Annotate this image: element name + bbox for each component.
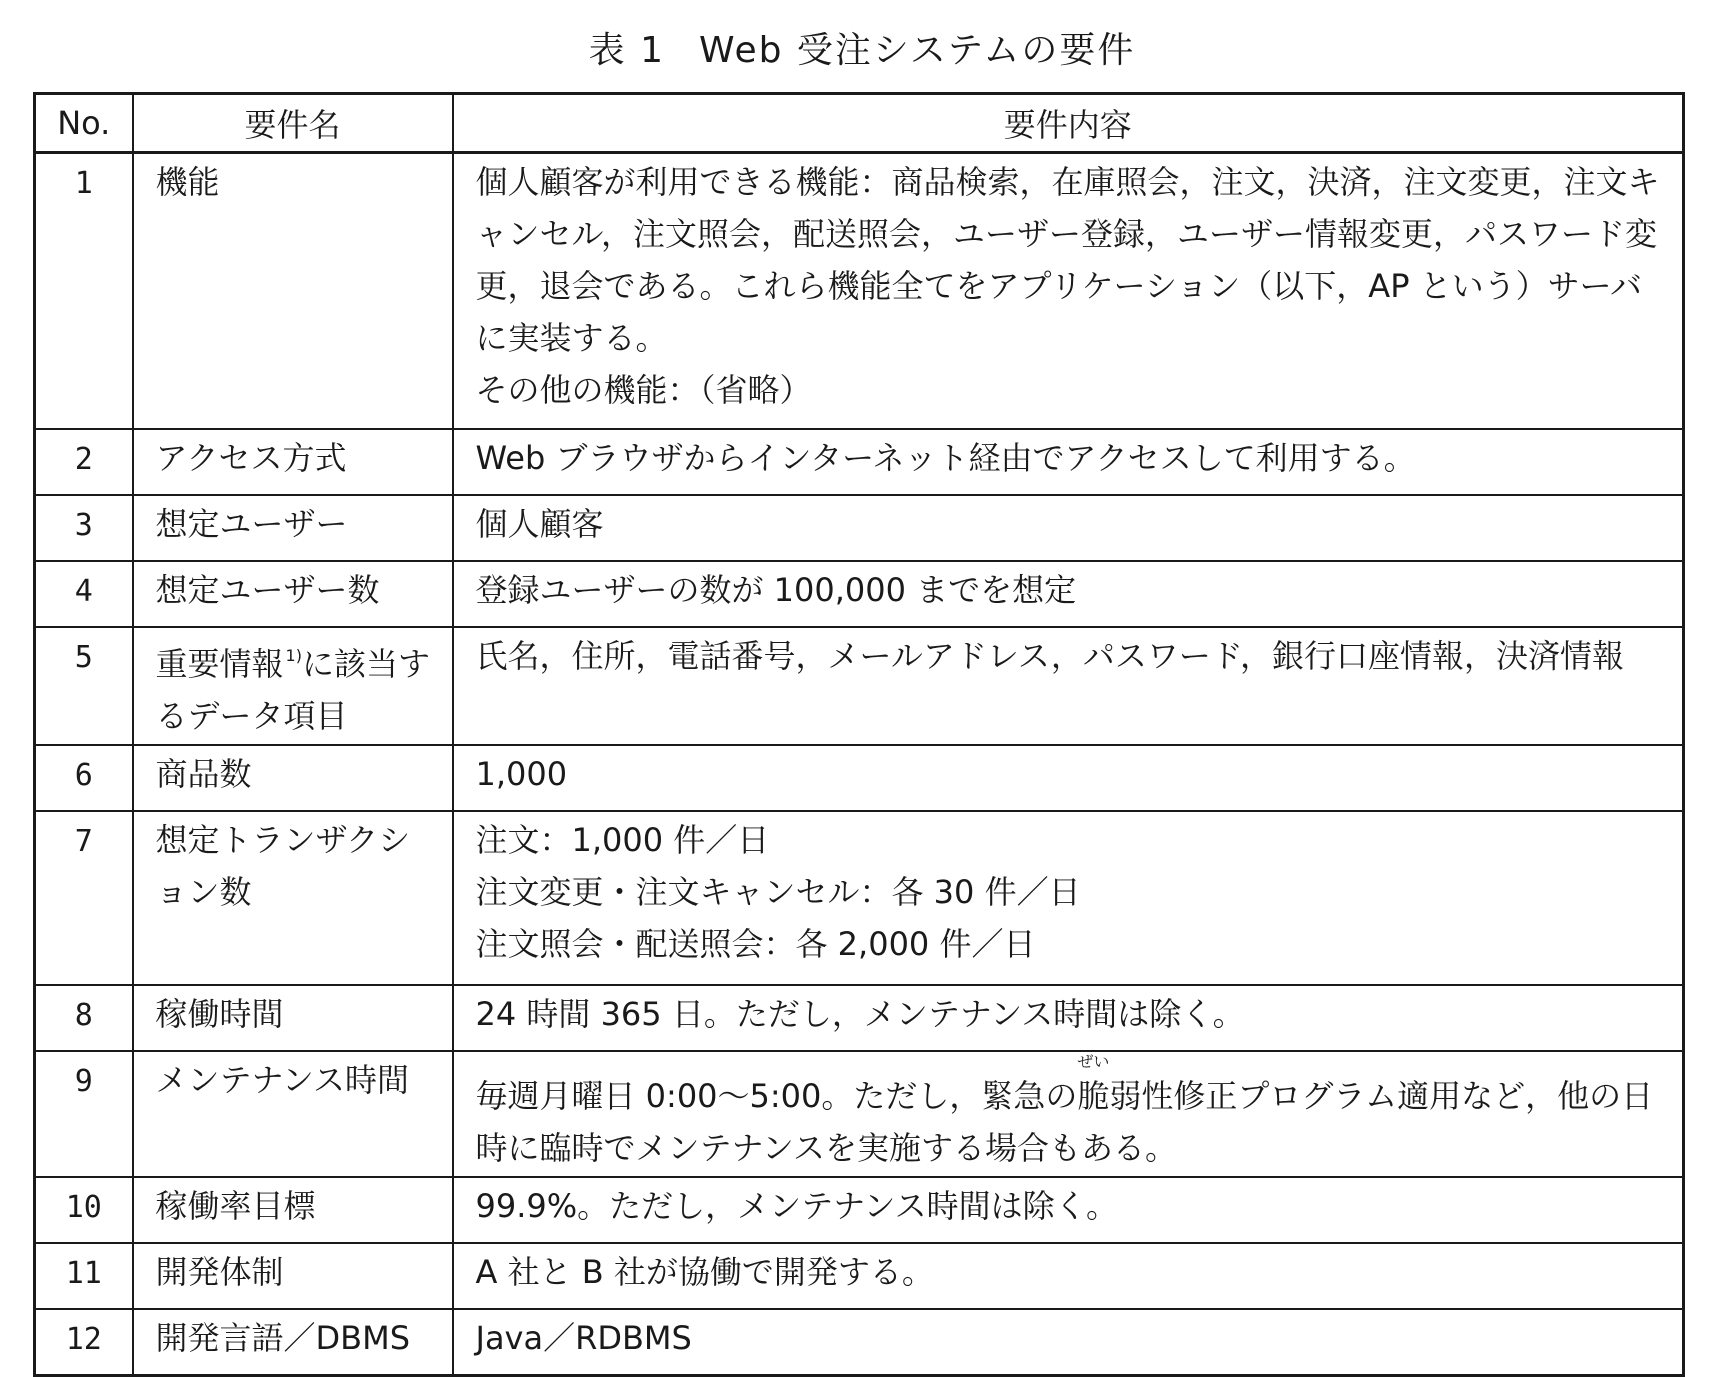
row-name: アクセス方式	[133, 429, 453, 495]
row-content	[453, 985, 1684, 1051]
row-no: 11	[35, 1243, 133, 1309]
name-part: 重要情報	[155, 645, 284, 683]
row-name: 商品数	[133, 745, 453, 811]
table-row	[35, 153, 1684, 430]
row-content	[453, 1309, 1684, 1376]
row-content	[453, 627, 1684, 745]
content-line: 登録ユーザーの数が 100,000 までを想定	[475, 571, 1077, 609]
row-name	[133, 627, 453, 745]
table-row	[35, 561, 1684, 627]
content-line	[475, 1052, 1667, 1174]
table-row	[35, 1177, 1684, 1243]
table-row	[35, 495, 1684, 561]
requirements-table	[33, 92, 1685, 1377]
table-row	[35, 985, 1684, 1051]
table-row	[35, 627, 1684, 745]
row-no: 6	[35, 745, 133, 811]
row-content	[453, 1051, 1684, 1177]
table-row	[35, 1309, 1684, 1376]
header-content: 要件内容	[453, 94, 1684, 153]
content-line: Java／RDBMS	[475, 1319, 692, 1357]
row-name: 開発言語／DBMS	[133, 1309, 453, 1376]
row-no: 10	[35, 1177, 133, 1243]
row-content	[453, 1243, 1684, 1309]
row-no: 7	[35, 811, 133, 985]
content-line: 99.9%。ただし，メンテナンス時間は除く。	[475, 1187, 1118, 1225]
row-name: 想定ユーザー	[133, 495, 453, 561]
row-content	[453, 495, 1684, 561]
table-row	[35, 429, 1684, 495]
content-line: 個人顧客が利用できる機能：商品検索，在庫照会，注文，決済，注文変更，注文キャンセル，注文照会，配送照会，ユーザー登録，ユーザー情報変更，パスワード変更，退会である。これら機能全てをアプリケーション（以下，AP という）サーバに実装する。	[475, 163, 1660, 357]
row-name: 稼働時間	[133, 985, 453, 1051]
row-no: 1	[35, 153, 133, 430]
content-part: 毎週月曜日 0:00～5:00。ただし，緊急の	[475, 1077, 1078, 1115]
content-line: A 社と B 社が協働で開発する。	[475, 1253, 934, 1291]
content-line: 個人顧客	[475, 505, 604, 543]
row-name: 稼働率目標	[133, 1177, 453, 1243]
row-name: 想定ユーザー数	[133, 561, 453, 627]
row-content	[453, 153, 1684, 430]
content-line: 注文照会・配送照会：各 2,000 件／日	[475, 925, 1036, 963]
row-no: 9	[35, 1051, 133, 1177]
row-no: 12	[35, 1309, 133, 1376]
row-no: 8	[35, 985, 133, 1051]
ruby-word	[1077, 1052, 1110, 1122]
content-line: その他の機能：（省略）	[475, 371, 812, 409]
row-content	[453, 429, 1684, 495]
row-no: 4	[35, 561, 133, 627]
header-no: No.	[35, 94, 133, 153]
ruby-base: 脆	[1077, 1077, 1110, 1115]
row-name: メンテナンス時間	[133, 1051, 453, 1177]
table-row	[35, 1243, 1684, 1309]
table-title	[0, 22, 1724, 73]
row-no: 5	[35, 627, 133, 745]
content-line: 注文：1,000 件／日	[475, 821, 770, 859]
table-row	[35, 1051, 1684, 1177]
row-no: 3	[35, 495, 133, 561]
content-part: 弱性修正プログラム適用など，他の日時に臨時でメンテナンスを実施する場合もある。	[475, 1077, 1654, 1167]
table-header-row	[35, 94, 1684, 153]
content-line: Web ブラウザからインターネット経由でアクセスして利用する。	[475, 439, 1416, 477]
row-content	[453, 745, 1684, 811]
footnote-mark: 1)	[285, 646, 302, 665]
table-caption: Web 受注システムの要件	[699, 30, 1136, 71]
ruby-reading: ぜい	[1077, 1052, 1110, 1071]
table-number: 表 1	[588, 30, 665, 71]
row-content	[453, 811, 1684, 985]
row-name: 想定トランザクション数	[133, 811, 453, 985]
row-no: 2	[35, 429, 133, 495]
row-name: 機能	[133, 153, 453, 430]
header-name: 要件名	[133, 94, 453, 153]
row-name: 開発体制	[133, 1243, 453, 1309]
name-part: に該当するデータ項目	[155, 645, 430, 735]
content-line: 注文変更・注文キャンセル：各 30 件／日	[475, 873, 1081, 911]
content-line: 氏名，住所，電話番号，メールアドレス，パスワード，銀行口座情報，決済情報	[475, 637, 1624, 675]
row-content	[453, 561, 1684, 627]
content-line: 1,000	[475, 755, 568, 793]
row-content	[453, 1177, 1684, 1243]
content-line: 24 時間 365 日。ただし，メンテナンス時間は除く。	[475, 995, 1245, 1033]
table-row	[35, 745, 1684, 811]
table-row	[35, 811, 1684, 985]
